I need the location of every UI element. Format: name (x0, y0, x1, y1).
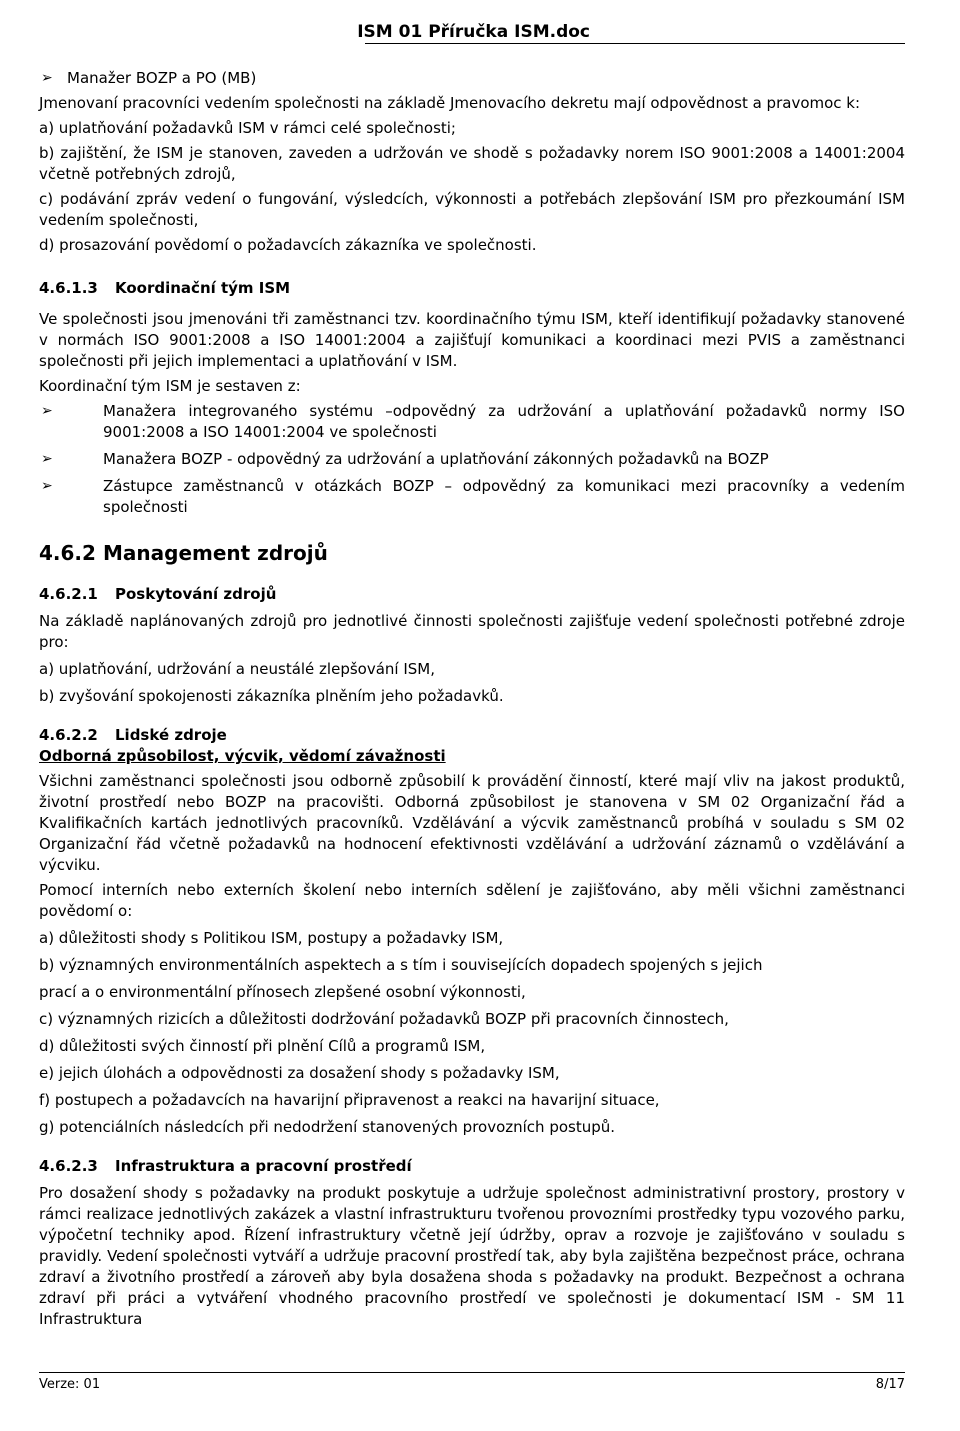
section-4613-paragraph: Ve společnosti jsou jmenováni tři zaměstnanci tzv. koordinačního týmu ISM, kteří identifikují požadavky stanovené v normách ISO 9001:2008 a ISO 14001:2004 a zajišťují komunikaci a koordinaci mezi PVIS a zaměstnanci společnosti při jejich implementaci a uplatňování v ISM. (39, 310, 905, 370)
section-title: Infrastruktura a pracovní prostředí (115, 1157, 412, 1175)
team-member-item (39, 401, 905, 443)
section-4622-subtitle: Odborná způsobilost, výcvik, vědomí závažnosti (39, 747, 446, 765)
intro-item-a: a) uplatňování požadavků ISM v rámci celé společnosti; (39, 119, 456, 137)
arrow-bullet-icon: ➢ (41, 70, 53, 86)
footer-version: Verze: 01 (39, 1377, 101, 1392)
section-4621-item-b: b) zvyšování spokojenosti zákazníka plněním jeho požadavků. (39, 687, 504, 705)
awareness-item: a) důležitosti shody s Politikou ISM, postupy a požadavky ISM, (39, 929, 504, 947)
section-4613-team-intro: Koordinační tým ISM je sestaven z: (39, 377, 301, 395)
section-4622-heading (39, 725, 905, 746)
section-4621-paragraph: Na základě naplánovaných zdrojů pro jednotlivé činnosti společnosti zajišťuje vedení společnosti potřebné zdroje pro: (39, 612, 905, 651)
section-number: 4.6.2.2 (39, 726, 98, 744)
section-number: 4.6.2 (39, 541, 96, 565)
section-4622-paragraph-1: Všichni zaměstnanci společnosti jsou odborně způsobilí k provádění činností, které mají vliv na jakost produktů, životní prostředí nebo BOZP na pracovišti. Odborná způsobilost je stanovena v SM 02 Organizační řád a Kvalifikačních kartách jednotlivých pracovníků. Vzdělávání a výcvik zaměstnanců probíhá v souladu s SM 02 Organizační řád včetně požadavků na hodnocení efektivnosti vzdělávání a udržování záznamů o vzdělávání a výcviku. (39, 772, 905, 874)
document-header-title: ISM 01 Příručka ISM.doc (357, 22, 590, 42)
arrow-bullet-icon: ➢ (41, 478, 53, 494)
intro-item-d: d) prosazování povědomí o požadavcích zákazníka ve společnosti. (39, 236, 537, 254)
awareness-item: prací a o environmentální přínosech zlepšené osobní výkonnosti, (39, 983, 526, 1001)
document-body (39, 68, 905, 1330)
team-member-text: Manažera BOZP - odpovědný za udržování a uplatňování zákonných požadavků na BOZP (103, 450, 769, 468)
section-4623-paragraph: Pro dosažení shody s požadavky na produkt poskytuje a udržuje společnost administrativní prostory, prostory v rámci realizace jednotlivých zakázek a vlastní infrastrukturu tvořenou provozními prostředky typu vozového parku, výpočetní techniky apod. Řízení infrastruktury včetně její údržby, oprav a rozvoje je zajišťováno v souladu s pravidly. Vedení společnosti vytváří a udržuje pracovní prostředí tak, aby byla zajištěna bezpečnost práce, ochrana zdraví a životního prostředí a zároveň aby byla dosažena shoda s požadavky na produkt. Bezpečnost a ochrana zdraví při práci a vytváření vhodného pracovního prostředí ve společnosti je dokumentací ISM - SM 11 Infrastruktura (39, 1184, 905, 1328)
section-462-heading (39, 540, 905, 566)
section-4621-heading (39, 584, 905, 605)
awareness-item: d) důležitosti svých činností při plnění Cílů a programů ISM, (39, 1037, 486, 1055)
team-member-text: Manažera integrovaného systému –odpovědný za udržování a uplatňování požadavků normy ISO 9001:2008 a ISO 14001:2004 ve společnosti (103, 402, 905, 441)
section-number: 4.6.1.3 (39, 279, 98, 297)
awareness-item: f) postupech a požadavcích na havarijní připravenost a reakci na havarijní situace, (39, 1091, 660, 1109)
intro-lead: Jmenovaní pracovníci vedením společnosti na základě Jmenovacího dekretu mají odpovědnost a pravomoc k: (39, 94, 861, 112)
section-4622-paragraph-2: Pomocí interních nebo externích školení nebo interních sdělení je zajišťováno, aby měli všichni zaměstnanci povědomí o: (39, 881, 905, 920)
section-4623-heading (39, 1156, 905, 1177)
section-number: 4.6.2.1 (39, 585, 98, 603)
footer-rule (39, 1372, 905, 1373)
intro-item-c: c) podávání zpráv vedení o fungování, výsledcích, výkonnosti a potřebách zlepšování ISM pro přezkoumání ISM vedením společnosti, (39, 190, 905, 229)
intro-item-b: b) zajištění, že ISM je stanoven, zaveden a udržován ve shodě s požadavky norem ISO 9001:2008 a 14001:2004 včetně potřebných zdrojů, (39, 144, 905, 183)
section-4613-heading (39, 278, 905, 299)
section-number: 4.6.2.3 (39, 1157, 98, 1175)
awareness-item: c) významných rizicích a důležitosti dodržování požadavků BOZP při pracovních činnostech, (39, 1010, 729, 1028)
header-rule (365, 43, 905, 44)
arrow-bullet-icon: ➢ (41, 403, 53, 419)
arrow-bullet-icon: ➢ (41, 451, 53, 467)
section-title: Koordinační tým ISM (115, 279, 291, 297)
role-line (39, 68, 905, 89)
section-title: Poskytování zdrojů (115, 585, 277, 603)
awareness-item: e) jejich úlohách a odpovědnosti za dosažení shody s požadavky ISM, (39, 1064, 560, 1082)
role-text: Manažer BOZP a PO (MB) (67, 69, 257, 87)
section-title: Management zdrojů (103, 541, 328, 565)
team-member-item (39, 449, 905, 470)
team-member-text: Zástupce zaměstnanců v otázkách BOZP – odpovědný za komunikaci mezi pracovníky a vedením společnosti (103, 477, 905, 516)
team-member-item (39, 476, 905, 518)
awareness-item: b) významných environmentálních aspektech a s tím i souvisejících dopadech spojených s jejich (39, 956, 763, 974)
section-title: Lidské zdroje (115, 726, 227, 744)
section-4621-item-a: a) uplatňování, udržování a neustálé zlepšování ISM, (39, 660, 436, 678)
awareness-item: g) potenciálních následcích při nedodržení stanovených provozních postupů. (39, 1118, 616, 1136)
footer-page-number: 8/17 (875, 1377, 905, 1392)
